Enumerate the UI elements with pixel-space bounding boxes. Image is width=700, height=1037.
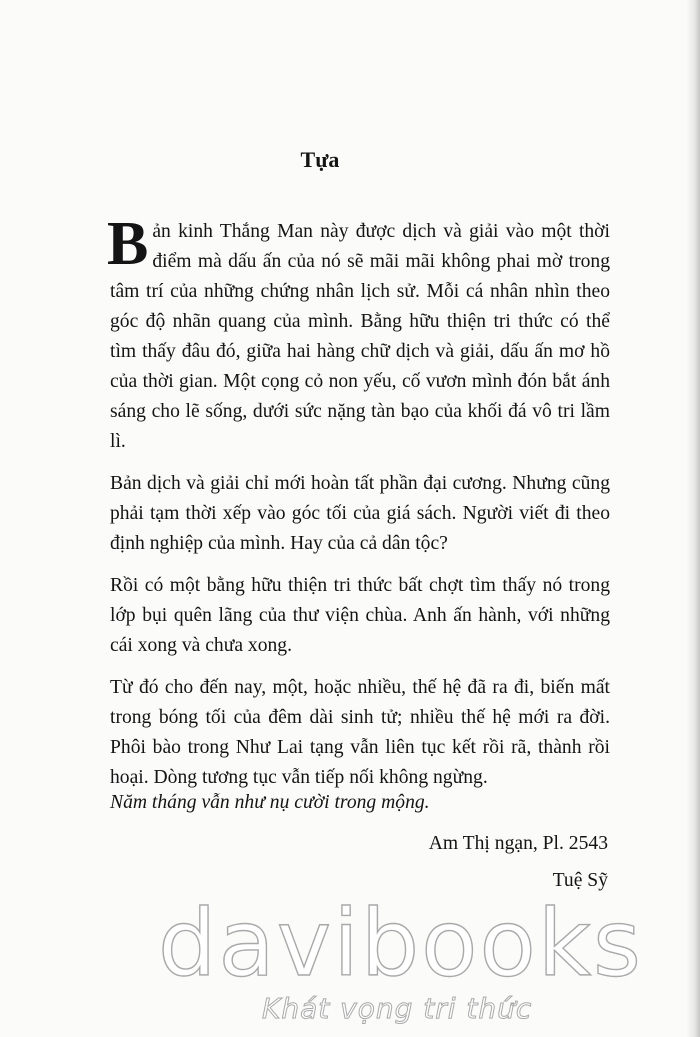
closing-line: Năm tháng vẫn như nụ cười trong mộng. (110, 792, 430, 813)
signature-name: Tuệ Sỹ (552, 870, 608, 891)
watermark-logo: davibooks (158, 890, 643, 997)
paragraph-2: Bản dịch và giải chỉ mới hoàn tất phần đại cương. Nhưng cũng phải tạm thời xếp vào góc tối của giá sách. Người viết đi theo định nghiệp của mình. Hay của cả dân tộc? (110, 473, 610, 554)
preface-body (107, 210, 610, 805)
paragraph-4: Từ đó cho đến nay, một, hoặc nhiều, thế hệ đã ra đi, biến mất trong bóng tối của đêm dài sinh tử; nhiều thế hệ mới ra đời. Phôi bào trong Như Lai tạng vẫn liên tục kết rồi rã, thành rồi hoại. Dòng tương tục vẫn tiếp nối không ngừng. (110, 677, 610, 788)
page-edge-shadow (686, 0, 700, 1037)
watermark-slogan: Khát vọng tri thức (262, 992, 533, 1025)
signature-place: Am Thị ngạn, Pl. 2543 (428, 833, 608, 854)
paragraph-3: Rồi có một bằng hữu thiện tri thức bất chợt tìm thấy nó trong lớp bụi quên lãng của thư viện chùa. Anh ấn hành, với những cái xong và chưa xong. (110, 575, 610, 656)
drop-cap: B (107, 210, 149, 278)
page-title: Tựa (300, 147, 340, 172)
paragraph-1 (107, 210, 610, 457)
paragraph-1-text: ản kinh Thắng Man này được dịch và giải vào một thời điểm mà dấu ấn của nó sẽ mãi mãi không phai mờ trong tâm trí của những chứng nhân lịch sử. Mỗi cá nhân nhìn theo góc độ nhãn quang của mình. Bằng hữu thiện tri thức có thể tìm thấy đâu đó, giữa hai hàng chữ dịch và giải, dấu ấn mơ hồ của thời gian. Một cọng cỏ non yếu, cố vươn mình đón bắt ánh sáng cho lẽ sống, dưới sức nặng tàn bạo của khối đá vô tri lầm lì. (110, 221, 610, 452)
